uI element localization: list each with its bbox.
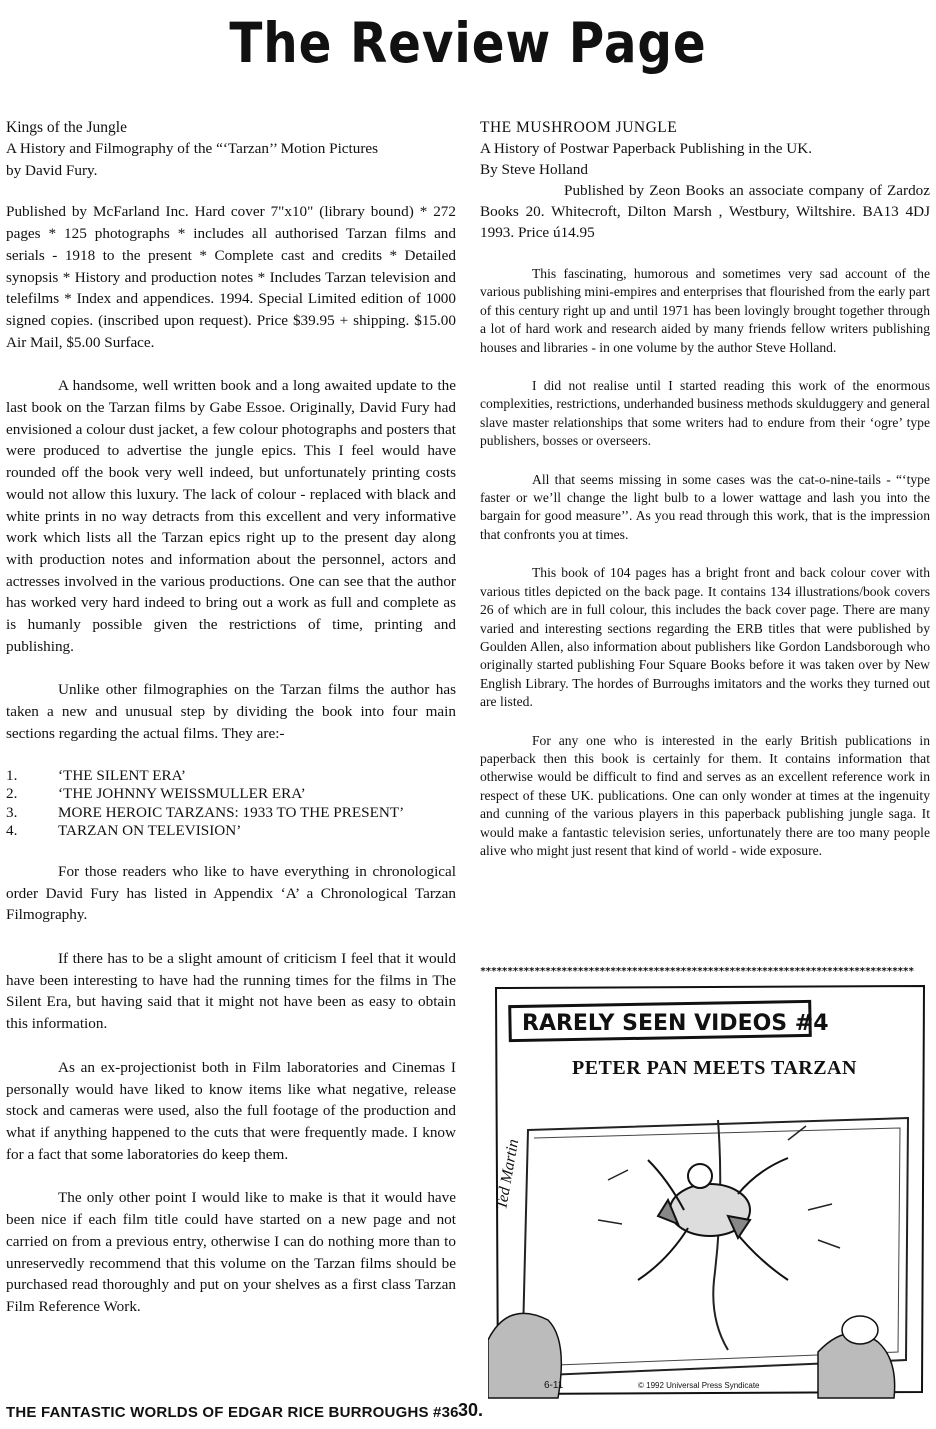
review-paragraph: For those readers who like to have everything in chronological order David Fury has listed in Appendix ‘A’ a Chronological Tarzan Filmography. [6,862,456,924]
review-paragraph: This fascinating, humorous and sometimes very sad account of the various publishing mini-empires and enterprises that flourished from the early part of this century right up and until 1971 has been lovingly brought together through a lot of hard work and research aided by many friends fellow writers publishing houses and libraries - in one volume by the author Steve Holland. [480,266,930,355]
review-subtitle: A History and Filmography of the “‘Tarzan’’ Motion Pictures [6,140,379,157]
cartoon-copyright: © 1992 Universal Press Syndicate [638,1381,760,1390]
review-paragraph: As an ex-projectionist both in Film laboratories and Cinemas I personally would have liked to know items like what negative, release stock and cameras were used, also the full footage of the production and what if anything happened to the cuts that were frequently made. I know for a fact that some laboratories do keep them. [6,1058,456,1163]
list-item: 2. ‘THE JOHNNY WEISSMULLER ERA’ [6,785,306,803]
tarzan-figure-drawing [638,1158,788,1280]
list-item: 1. ‘THE SILENT ERA’ [6,766,186,784]
publication-details: Published by Zeon Books an associate company of Zardoz Books 20. Whitecroft, Dilton Marsh , Westbury, Wiltshire. BA13 4DJ 1993. Price ú14.95 [480,182,930,241]
review-paragraph: If there has to be a slight amount of criticism I feel that it would have been interesting to have had the running times for the films in The Silent Era, but having said that it might not have been as easy to obtain this information. [6,950,456,1033]
list-item: 3. MORE HEROIC TARZANS: 1933 TO THE PRESENT’ [6,803,405,821]
review-author: By Steve Holland [480,161,588,178]
cartoon-illustration [488,980,928,1400]
right-review [480,118,930,860]
publication-details: Published by McFarland Inc. Hard cover 7"x10" (library bound) * 272 pages * 125 photographs * includes all authorised Tarzan films and serials - 1918 to the present * Complete cast and credits * Detailed synopsis * History and production notes * Includes Tarzan television and telefilms * Index and appendices. 1994. Special Limited edition of 1000 signed copies. (inscribed upon request). Price $39.95 + shipping. $15.00 Air Mail, $5.00 Surface. [6,203,456,351]
review-paragraph: The only other point I would like to make is that it would have been nice if each film title could have started on a new page and not carried on from a previous entry, otherwise I can do nothing more than to unreservedly recommend that this volume on the Tarzan films should be purchased read thoroughly and put on your shelves as a first class Tarzan Film Reference Work. [6,1189,456,1315]
list-item: 4. TARZAN ON TELEVISION’ [6,822,242,840]
artist-signature-drawing: Ted Martin [493,1137,523,1211]
review-paragraph: A handsome, well written book and a long awaited update to the last book on the Tarzan films by Gabe Essoe. Originally, David Fury had envisioned a colour dust jacket, a few colour photographs and posters that were produced to advertise the jungle epics. This I feel would have rounded off the book very well indeed, but unfortunately printing costs would not allow this luxury. The lack of colour - replaced with black and white prints in no way detracts from this excellent and very informative work which lists all the Tarzan epics right up to the present day along with production notes and information about the personnel, actors and actresses involved in the various productions. One can see that the author has worked very hard indeed to bring out a work as full and complete as is humanly possible given the restrictions of time, printing and publishing. [6,377,456,655]
review-subtitle: A History of Postwar Paperback Publishing in the UK. [480,140,812,157]
review-paragraph: Unlike other filmographies on the Tarzan films the author has taken a new and unusual step by dividing the book into four main sections regarding the actual films. They are:- [6,681,456,742]
cartoon-caption: PETER PAN MEETS TARZAN [572,1057,857,1079]
page-title: The Review Page [229,11,707,75]
review-paragraph: I did not realise until I started reading this work of the enormous complexities, restrictions, underhanded business methods skulduggery and general slave master relationships that some writers had to endure from their ‘ogre’ type publishers, bosses or overseers. [480,378,930,449]
review-paragraph: For any one who is interested in the early British publications in paperback then this book is certainly for them. It contains information that otherwise would be difficult to find and serves as an excellent reference work in respect of these UK. publications. One can only wonder at times at the ingenuity and cunning of the various players in this paperback publishing jungle saga. It would make a fantastic television series, unfortunately there are too many people alive who might just resent that kind of world - wide exposure. [480,732,930,858]
cartoon-banner: RARELY SEEN VIDEOS #4 [522,1011,829,1036]
asterisk-separator: ******************************************************************************** [480,966,914,977]
review-paragraph: This book of 104 pages has a bright front and back colour cover with various titles depicted on the back page. It contains 134 illustrations/book covers 26 of which are in full colour, this includes the back cover page. There are many varied and interesting sections regarding the ERB titles that were published by Goulden Allen, also information about publishers like Gordon Landsborough who originally started publishing Four Square Books before it was taken over by New English Library. The hordes of Burroughs imitators and the works they turned out are listed. [480,565,930,710]
review-author: by David Fury. [6,161,98,179]
footer-publication: THE FANTASTIC WORLDS OF EDGAR RICE BURROUGHS #36 [6,1404,459,1421]
left-review [6,118,456,1318]
era-list [6,767,456,841]
review-heading: THE MUSHROOM JUNGLE [480,119,678,136]
cartoon-date: 6-11 [544,1380,564,1391]
review-heading: Kings of the Jungle [6,119,127,136]
review-paragraph: All that seems missing in some cases was the cat-o-nine-tails - “‘type faster or we’ll change the light bulb to a lower wattage and lash you into the bargain for good measure’’. As you read through this work, that is the impression that confronts you at times. [480,471,930,542]
page-number: 30. [458,1400,484,1420]
